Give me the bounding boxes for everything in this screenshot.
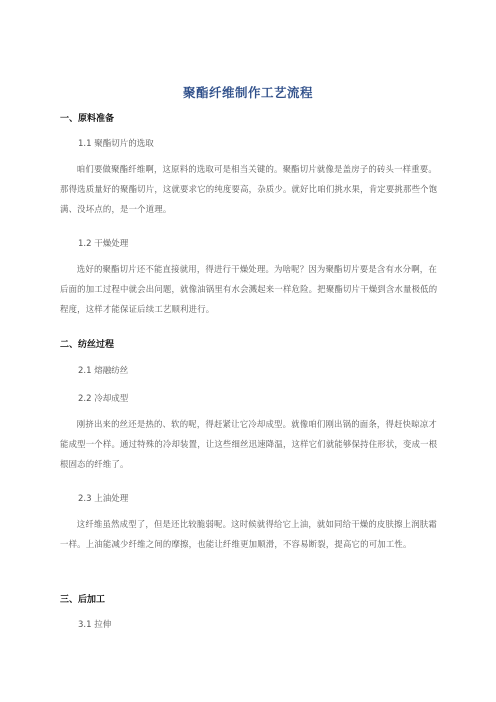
paragraph-2-2: 刚挤出来的丝还是热的、软的呢，得赶紧让它冷却成型。就像咱们刚出锅的面条，得赶快晾凉才能成型一个样。通过特殊的冷却装置，让这些细丝迅速降温，这样它们就能够保持住形状，变成一根根固态的纤维了。 xyxy=(60,419,438,469)
subsection-heading-2-3: 2.3 上油处理 xyxy=(78,494,129,504)
paragraph-1-2: 选好的聚酯切片还不能直接就用，得进行干燥处理。为啥呢？因为聚酯切片要是含有水分啊，在后面的加工过程中就会出问题，就像油锅里有水会溅起来一样危险。把聚酯切片干燥到含水量极低的程度，这样才能保证后续工艺顺利进行。 xyxy=(60,264,438,314)
subsection-heading-3-1: 3.1 拉伸 xyxy=(78,620,112,630)
subsection-heading-2-1: 2.1 熔融纺丝 xyxy=(78,366,129,376)
paragraph-2-3: 这纤维虽然成型了，但是还比较脆弱呢。这时候就得给它上油，就如同给干燥的皮肤擦上润肤霜一样。上油能减少纤维之间的摩擦，也能让纤维更加顺滑，不容易断裂，提高它的可加工性。 xyxy=(60,519,437,549)
section-heading-2: 二、纺丝过程 xyxy=(60,340,115,350)
subsection-heading-1-1: 1.1 聚酯切片的选取 xyxy=(78,139,154,149)
subsection-heading-2-2: 2.2 冷却成型 xyxy=(78,394,129,404)
subsection-heading-1-2: 1.2 干燥处理 xyxy=(78,239,129,249)
section-heading-3: 三、后加工 xyxy=(60,595,106,605)
paragraph-1-1: 咱们要做聚酯纤维啊，这原料的选取可是相当关键的。聚酯切片就像是盖房子的砖头一样重要。那得选质量好的聚酯切片，这就要求它的纯度要高，杂质少。就好比咱们挑水果，肯定要挑那些个饱满、没坏点的，是一个道理。 xyxy=(60,164,438,214)
section-heading-1: 一、原料准备 xyxy=(60,114,115,124)
document-title: 聚酯纤维制作工艺流程 xyxy=(182,85,313,100)
